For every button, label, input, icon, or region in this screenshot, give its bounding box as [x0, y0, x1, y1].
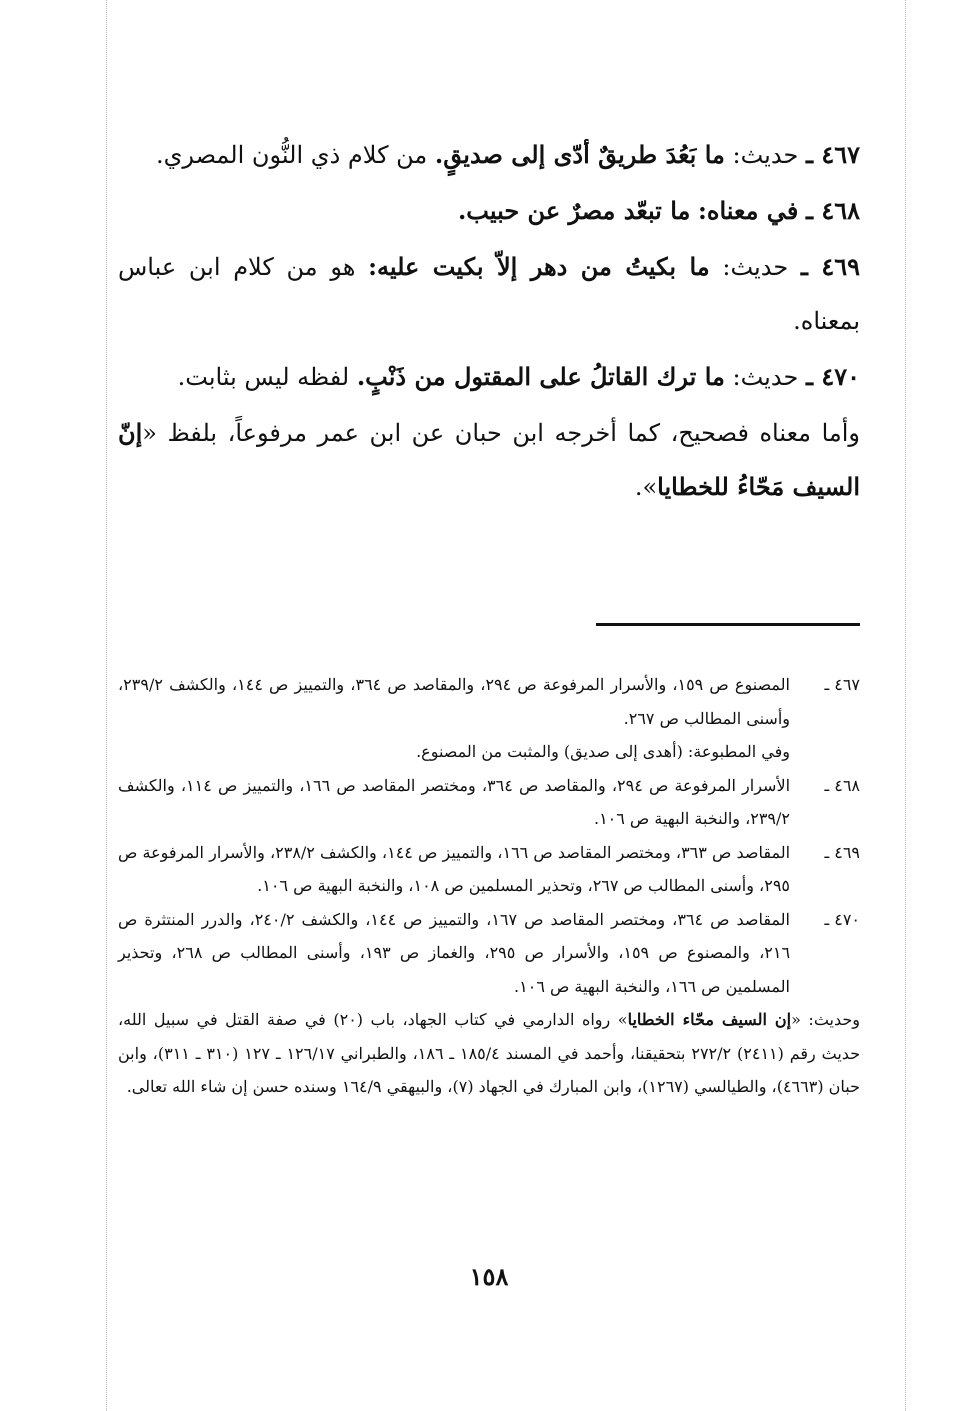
- entry-comment: لفظه ليس بثابت.: [177, 363, 350, 391]
- footnote-470: [118, 903, 860, 1004]
- entry-470: [118, 350, 860, 404]
- entry-number: ٤٧٠ ـ: [805, 362, 860, 391]
- footnote-468: [118, 769, 860, 836]
- entry-hadith: ما بَعُدَ طريقٌ أدّى إلى صديقٍ.: [434, 140, 725, 169]
- entry-label: حديث:: [732, 141, 799, 169]
- footnote-number: ٤٦٨ ـ: [824, 775, 860, 795]
- entry-number: ٤٦٧ ـ: [805, 140, 860, 169]
- entry-number: ٤٦٨ ـ: [805, 196, 860, 225]
- main-text: [118, 128, 860, 516]
- entry-label: حديث:: [722, 253, 789, 281]
- footnote-text: الأسرار المرفوعة ص ٢٩٤، والمقاصد ص ٣٦٤، ومختصر المقاصد ص ١٦٦، والتمييز ص ١١٤، والكشف ٢٣٩/٢، والنخبة البهية ص ١٠٦.: [118, 775, 791, 828]
- entry-comment: هو من كلام ابن عباس بمعناه.: [118, 253, 860, 335]
- footnote-extra-prefix: وحديث: «: [791, 1010, 861, 1029]
- footnote-text: المقاصد ص ٣٦٤، ومختصر المقاصد ص ١٦٧، والتمييز ص ١٤٤، والكشف ٢٤٠/٢، والدرر المنتثرة ص ٢١٦، والمصنوع ص ١٥٩، والأسرار ص ٢٩٥، والغماز ص ١٩٣، وأسنى المطالب ص ٢٦٨، وتحذير المسلمين ص ١٦٦، والنخبة البهية ص ١٠٦.: [118, 909, 791, 996]
- footnote-number: ٤٦٧ ـ: [824, 675, 860, 694]
- footnote-469: [118, 836, 860, 903]
- footnote-extra-text: » رواه الدارمي في كتاب الجهاد، باب (٢٠) في صفة القتل في سبيل الله، حديث رقم (٢٤١١) ٢٧٢/٢ بتحقيقنا، وأحمد في المسند ١٨٥/٤ ـ ١٨٦، والطبراني ١٢٦/١٧ ـ ١٢٧ (٣١٠ ـ ٣١١)، وابن حبان (٤٦٦٣)، والطيالسي (١٢٦٧)، وابن المبارك في الجهاد (٧)، والبيهقي ١٦٤/٩ وسنده حسن إن شاء الله تعالى.: [118, 1010, 861, 1096]
- continuation-quote: إنّ السيف مَحّاءُ للخطايا: [118, 418, 860, 501]
- footnote-extra-quote: إن السيف محّاء الخطايا: [627, 1010, 792, 1029]
- entry-hadith: ما تبعّد مصرٌ عن حبيب.: [457, 196, 691, 225]
- page-edge-left: [106, 0, 107, 1411]
- entry-label: في معناه:: [698, 196, 799, 225]
- page-edge-right: [905, 0, 906, 1411]
- page-number: ١٥٨: [469, 1262, 509, 1291]
- continuation-text: وأما معناه فصحيح، كما أخرجه ابن حبان عن ابن عمر مرفوعاً، بلفظ «: [142, 419, 860, 447]
- footnote-number: ٤٦٩ ـ: [824, 842, 860, 862]
- entry-hadith: ما ترك القاتلُ على المقتول من ذَنْبٍ.: [356, 362, 725, 391]
- entry-467: [118, 128, 860, 182]
- entry-label: حديث:: [732, 363, 799, 391]
- entry-number: ٤٦٩ ـ: [800, 252, 861, 281]
- entry-469: [118, 240, 860, 348]
- entry-470-continuation: [118, 406, 860, 514]
- footnote-text: المصنوع ص ١٥٩، والأسرار المرفوعة ص ٢٩٤، والمقاصد ص ٣٦٤، والتمييز ص ١٤٤، والكشف ٢٣٩/٢، وأسنى المطالب ص ٢٦٧.: [118, 675, 790, 728]
- entry-hadith: ما بكيتُ من دهر إلاّ بكيت عليه:: [368, 252, 710, 281]
- footnote-467: [118, 668, 860, 735]
- entry-comment: من كلام ذي النُّون المصري.: [155, 141, 428, 169]
- footnote-separator: [596, 623, 860, 626]
- footnote-text: المقاصد ص ٣٦٣، ومختصر المقاصد ص ١٦٦، والتمييز ص ١٤٤، والكشف ٢٣٨/٢، والأسرار المرفوعة ص ٢٩٥، وأسنى المطالب ص ٢٦٧، وتحذير المسلمين ص ١٠٨، والنخبة البهية ص ١٠٦.: [118, 842, 791, 895]
- footnote-number: ٤٧٠ ـ: [824, 909, 860, 929]
- footnote-467-remark: [118, 735, 860, 769]
- footnote-hadith-source: [118, 1003, 860, 1104]
- entry-468: [118, 184, 860, 238]
- footnote-text: وفي المطبوعة: (أهدى إلى صديق) والمثبت من المصنوع.: [416, 742, 790, 761]
- footnotes: [118, 668, 860, 1104]
- continuation-end: ».: [634, 473, 658, 501]
